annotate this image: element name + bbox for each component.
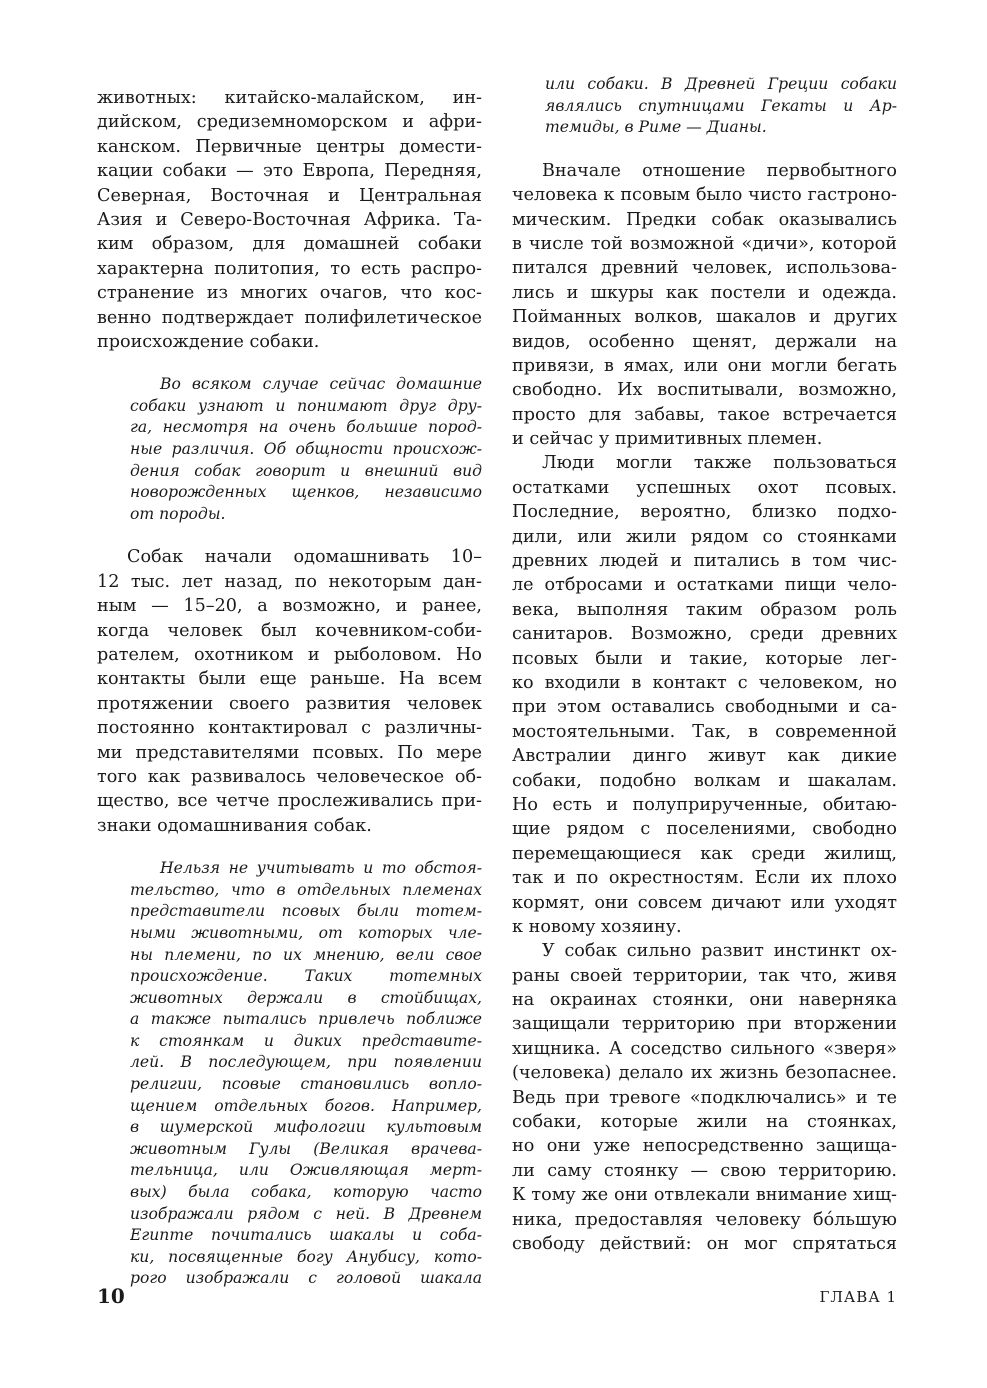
text-line: постоянно контактировал с различны- xyxy=(97,718,482,739)
text-line: собаки, подобно волкам и шакалам. xyxy=(512,770,897,791)
italic-quote-block xyxy=(130,374,482,525)
text-line: религии, псовые становились вопло- xyxy=(130,1075,482,1094)
text-line: к стоянкам и диких представите- xyxy=(130,1031,482,1050)
text-line: раны своей территории, так что, живя xyxy=(512,965,897,986)
text-line: тельство, что в отдельных племенах xyxy=(130,880,482,899)
body-paragraph xyxy=(512,939,897,1256)
italic-quote-block xyxy=(130,858,482,1290)
text-line: собаки, которые жили на стоянках, xyxy=(512,1112,897,1133)
text-line: Нельзя не учитывать и то обстоя- xyxy=(160,859,482,878)
text-line: но они уже непосредственно защища- xyxy=(512,1136,897,1157)
text-line: происхождение. Таких тотемных xyxy=(130,967,482,986)
text-line: мическим. Предки собак оказывались xyxy=(512,209,897,230)
text-line: мостоятельными. Так, в современной xyxy=(512,721,897,742)
text-line: перемещающиеся как среди жилищ, xyxy=(512,843,897,864)
text-line: свободу действий: он мог спрятаться xyxy=(512,1233,897,1254)
text-line: га, несмотря на очень большие пород- xyxy=(130,418,482,437)
text-line: ные различия. Об общности происхож- xyxy=(130,440,482,459)
text-line: ника, предоставляя человеку бóльшую xyxy=(512,1209,897,1230)
text-line: животных держали в стойбищах, xyxy=(130,988,482,1007)
text-line: от породы. xyxy=(130,504,226,523)
text-line: тельница, или Оживляющая мерт- xyxy=(130,1161,482,1180)
text-line: щество, все четче прослеживались при- xyxy=(97,791,482,812)
text-line: щением отдельных богов. Например, xyxy=(130,1096,482,1115)
text-line: псовых были и такие, которые лег- xyxy=(512,648,897,669)
text-line: человека к псовым было чисто гастроно- xyxy=(512,185,897,206)
text-line: знаки одомашнивания собак. xyxy=(97,815,372,836)
text-line: 12 тыс. лет назад, по некоторым дан- xyxy=(97,571,482,592)
text-line: представители псовых были тотем- xyxy=(130,902,482,921)
text-line: К тому же они отвлекали внимание хищ- xyxy=(512,1185,897,1206)
chapter-running-footer: ГЛАВА 1 xyxy=(819,1288,897,1306)
text-line: Ведь при тревоге «подключались» и те xyxy=(512,1087,897,1108)
right-column xyxy=(512,74,897,1256)
text-line: новорожденных щенков, независимо xyxy=(130,483,482,502)
block-spacer xyxy=(97,525,482,545)
text-line: изображали рядом с ней. В Древнем xyxy=(130,1204,482,1223)
block-spacer xyxy=(97,354,482,374)
text-line: (человека) делало их жизнь безопаснее. xyxy=(512,1063,897,1084)
text-line: ко входили в контакт с человеком, но xyxy=(512,672,897,693)
text-line: дийском, средиземноморском и афри- xyxy=(97,112,482,133)
text-line: Египте почитались шакалы и соба- xyxy=(130,1226,482,1245)
text-line: питался древний человек, использова- xyxy=(512,258,897,279)
text-line: того как развивалось человеческое об- xyxy=(97,766,482,787)
block-spacer xyxy=(512,139,897,159)
text-line: Во всяком случае сейчас домашние xyxy=(160,375,482,394)
text-line: контакты были еще раньше. На всем xyxy=(97,669,482,690)
text-line: характерна политопия, то есть распро- xyxy=(97,258,482,279)
text-line: древних людей и питались в том чис- xyxy=(512,551,897,572)
text-line: У собак сильно развит инстинкт ох- xyxy=(542,941,897,962)
text-line: канском. Первичные центры домести- xyxy=(97,136,482,157)
page-number: 10 xyxy=(97,1284,125,1308)
text-line: свободно. Их воспитывали, возможно, xyxy=(512,380,897,401)
body-paragraph xyxy=(512,451,897,939)
block-spacer xyxy=(97,838,482,858)
text-line: животным Гулы (Великая врачева- xyxy=(130,1139,482,1158)
text-line: лей. В последующем, при появлении xyxy=(130,1053,482,1072)
text-line: Но есть и полуприрученные, обитаю- xyxy=(512,794,897,815)
text-line: так и по окрестностям. Если их плохо xyxy=(512,868,897,889)
text-line: к новому хозяину. xyxy=(512,916,682,937)
text-line: кормят, они совсем дичают или уходят xyxy=(512,892,897,913)
text-line: темиды, в Риме — Дианы. xyxy=(545,118,767,137)
text-line: остатками успешных охот псовых. xyxy=(512,477,897,498)
text-line: в шумерской мифологии культовым xyxy=(130,1118,482,1137)
text-line: Люди могли также пользоваться xyxy=(542,453,897,474)
text-line: Последние, вероятно, близко подхо- xyxy=(512,502,897,523)
text-line: века, выполняя таким образом роль xyxy=(512,599,897,620)
text-line: Вначале отношение первобытного xyxy=(542,160,897,181)
body-paragraph xyxy=(97,86,482,354)
text-line: рателем, охотником и рыболовом. Но xyxy=(97,645,482,666)
text-line: защищали территорию при вторжении xyxy=(512,1014,897,1035)
text-line: являлись спутницами Гекаты и Ар- xyxy=(545,96,897,115)
text-line: венно подтверждает полифилетическое xyxy=(97,307,482,328)
text-line: Северная, Восточная и Центральная xyxy=(97,185,482,206)
text-line: лись и шкуры как постели и одежда. xyxy=(512,282,897,303)
text-line: странение из многих очагов, что кос- xyxy=(97,283,482,304)
text-line: в числе той возможной «дичи», которой xyxy=(512,233,897,254)
text-line: протяжении своего развития человек xyxy=(97,693,482,714)
text-line: или собаки. В Древней Греции собаки xyxy=(545,75,897,93)
text-line: хищника. А соседство сильного «зверя» xyxy=(512,1038,897,1059)
text-line: происхождение собаки. xyxy=(97,331,320,352)
text-line: Пойманных волков, шакалов и других xyxy=(512,307,897,328)
italic-quote-block xyxy=(545,74,897,139)
text-line: собаки узнают и понимают друг дру- xyxy=(130,396,482,415)
text-line: вых) была собака, которую часто xyxy=(130,1183,482,1202)
text-line: ким образом, для домашней собаки xyxy=(97,234,482,255)
text-line: и сейчас у примитивных племен. xyxy=(512,429,823,450)
text-line: животных: китайско-малайском, ин- xyxy=(97,88,482,108)
text-line: ми представителями псовых. По мере xyxy=(97,742,482,763)
text-line: ки, посвященные богу Анубису, кото- xyxy=(130,1247,482,1266)
text-line: при этом оставались свободными и са- xyxy=(512,697,897,718)
text-line: Собак начали одомашнивать 10– xyxy=(127,547,482,568)
left-column xyxy=(97,86,482,1290)
text-line: рого изображали с головой шакала xyxy=(130,1269,482,1288)
text-line: ли саму стоянку — свою территорию. xyxy=(512,1160,897,1181)
text-line: привязи, в ямах, или они могли бегать xyxy=(512,355,897,376)
text-line: просто для забавы, такое встречается xyxy=(512,404,897,425)
text-line: щие рядом с поселениями, свободно xyxy=(512,819,897,840)
text-line: а также пытались привлечь поближе xyxy=(130,1010,482,1029)
text-line: когда человек был кочевником-соби- xyxy=(97,620,482,641)
text-line: на окраинах стоянки, они наверняка xyxy=(512,990,897,1011)
text-line: Азия и Северо-Восточная Африка. Та- xyxy=(97,209,482,230)
text-line: дили, или жили рядом со стоянками xyxy=(512,526,897,547)
text-line: ным — 15–20, а возможно, и ранее, xyxy=(97,596,482,617)
text-line: видов, особенно щенят, держали на xyxy=(512,331,897,352)
text-line: ле отбросами и остатками пищи чело- xyxy=(512,575,897,596)
body-paragraph xyxy=(512,159,897,452)
body-paragraph xyxy=(97,545,482,838)
text-line: ными животными, от которых чле- xyxy=(130,923,482,942)
text-line: Австралии динго живут как дикие xyxy=(512,746,897,767)
text-line: дения собак говорит и внешний вид xyxy=(130,461,482,480)
text-line: ны племени, по их мнению, вели свое xyxy=(130,945,482,964)
text-line: санитаров. Возможно, среди древних xyxy=(512,624,897,645)
text-line: кации собаки — это Европа, Передняя, xyxy=(97,161,482,182)
